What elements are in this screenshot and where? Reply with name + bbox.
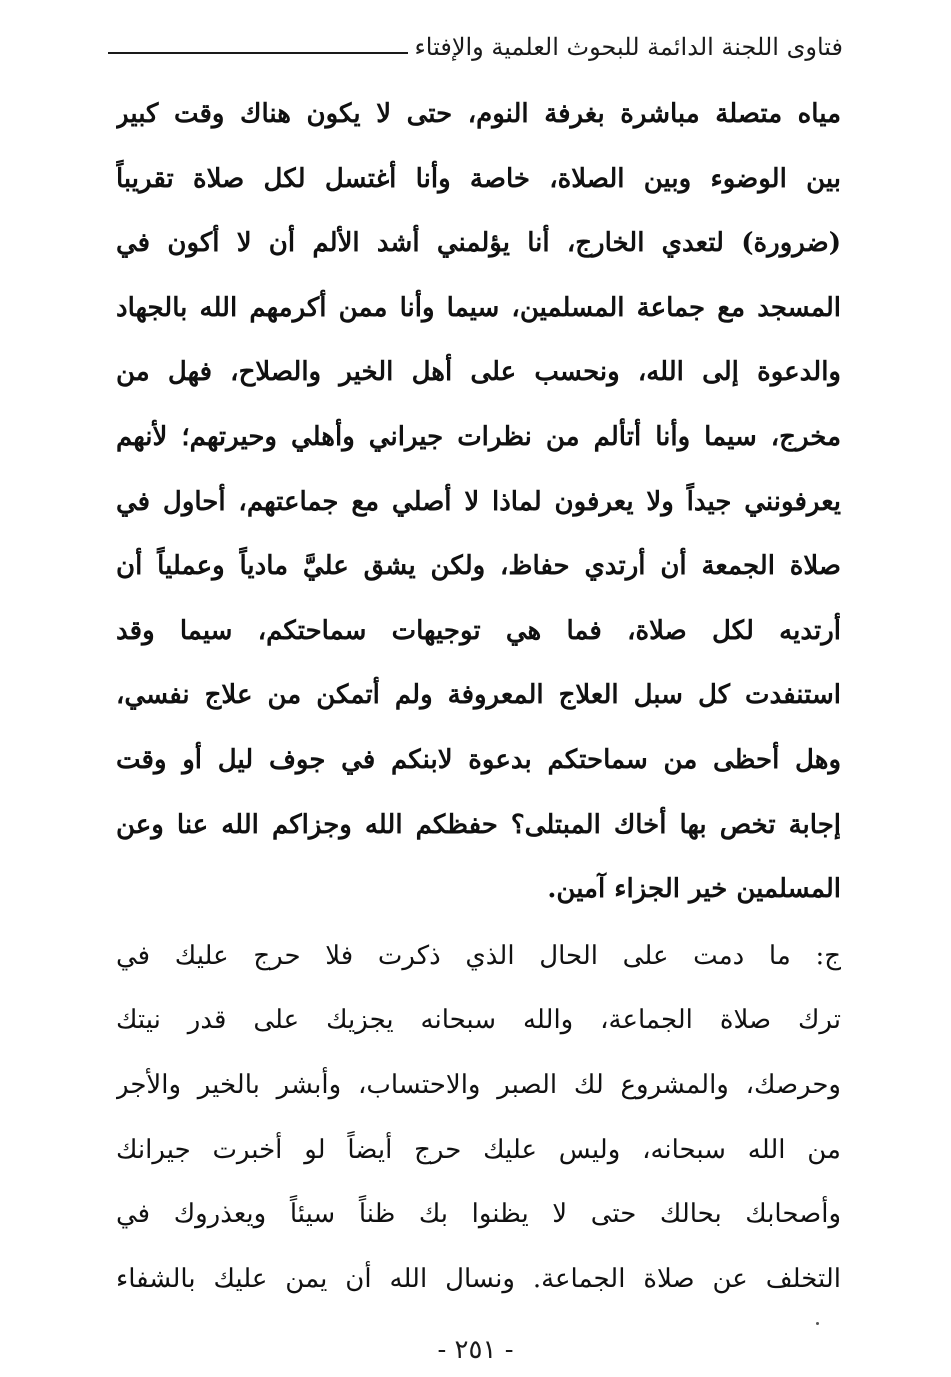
answer-paragraph (116, 924, 841, 1312)
question-paragraph (116, 82, 841, 922)
page-number: - ٢٥١ - (437, 1335, 514, 1365)
answer-line: من الله سبحانه، وليس عليك حرج أيضاً لو أخبرت جيرانك (116, 1134, 841, 1165)
question-line: أرتديه لكل صلاة، فما هي توجيهات سماحتكم، سيما وقد (116, 615, 841, 646)
header-rule (108, 52, 408, 54)
question-line: المسلمين خير الجزاء آمين. (547, 874, 841, 905)
answer-line: ج: ما دمت على الحال الذي ذكرت فلا حرج عليك في (116, 940, 841, 971)
question-line: (ضرورة) لتعدي الخارج، أنا يؤلمني أشد الألم أن لا أكون في (116, 228, 841, 259)
question-line: استنفدت كل سبل العلاج المعروفة ولم أتمكن من علاج نفسي، (116, 680, 841, 711)
question-line: إجابة تخص بها أخاك المبتلى؟ حفظكم الله وجزاكم الله عنا وعن (116, 809, 841, 840)
question-line: والدعوة إلى الله، ونحسب على أهل الخير والصلاح، فهل من (116, 357, 841, 388)
question-line: يعرفونني جيداً ولا يعرفون لماذا لا أصلي مع جماعتهم، أحاول في (116, 486, 841, 517)
answer-line: ترك صلاة الجماعة، والله سبحانه يجزيك على قدر نيتك (116, 1005, 841, 1036)
scan-speck (816, 1322, 819, 1325)
running-header-title: فتاوى اللجنة الدائمة للبحوث العلمية والإفتاء (414, 33, 843, 61)
question-line: وهل أحظى من سماحتكم بدعوة لابنكم في جوف ليل أو وقت (116, 744, 841, 775)
question-line: صلاة الجمعة أن أرتدي حفاظ، ولكن يشق عليَّ مادياً وعملياً أن (116, 551, 841, 582)
question-line: المسجد مع جماعة المسلمين، سيما وأنا ممن أكرمهم الله بالجهاد (116, 292, 841, 323)
running-header (108, 30, 843, 70)
body-text (116, 82, 841, 1311)
question-line: مخرج، سيما وأنا أتألم من نظرات جيراني وأهلي وحيرتهم؛ لأنهم (116, 421, 841, 452)
question-line: مياه متصلة مباشرة بغرفة النوم، حتى لا يكون هناك وقت كبير (116, 99, 841, 129)
answer-line: وحرصك، والمشروع لك الصبر والاحتساب، وأبشر بالخير والأجر (116, 1069, 841, 1100)
question-line: بين الوضوء وبين الصلاة، خاصة وأنا أغتسل لكل صلاة تقريباً (116, 163, 841, 194)
answer-line: التخلف عن صلاة الجماعة. ونسال الله أن يمن عليك بالشفاء (116, 1263, 841, 1294)
answer-line: وأصحابك بحالك حتى لا يظنوا بك ظناً سيئاً ويعذروك في (116, 1199, 841, 1230)
